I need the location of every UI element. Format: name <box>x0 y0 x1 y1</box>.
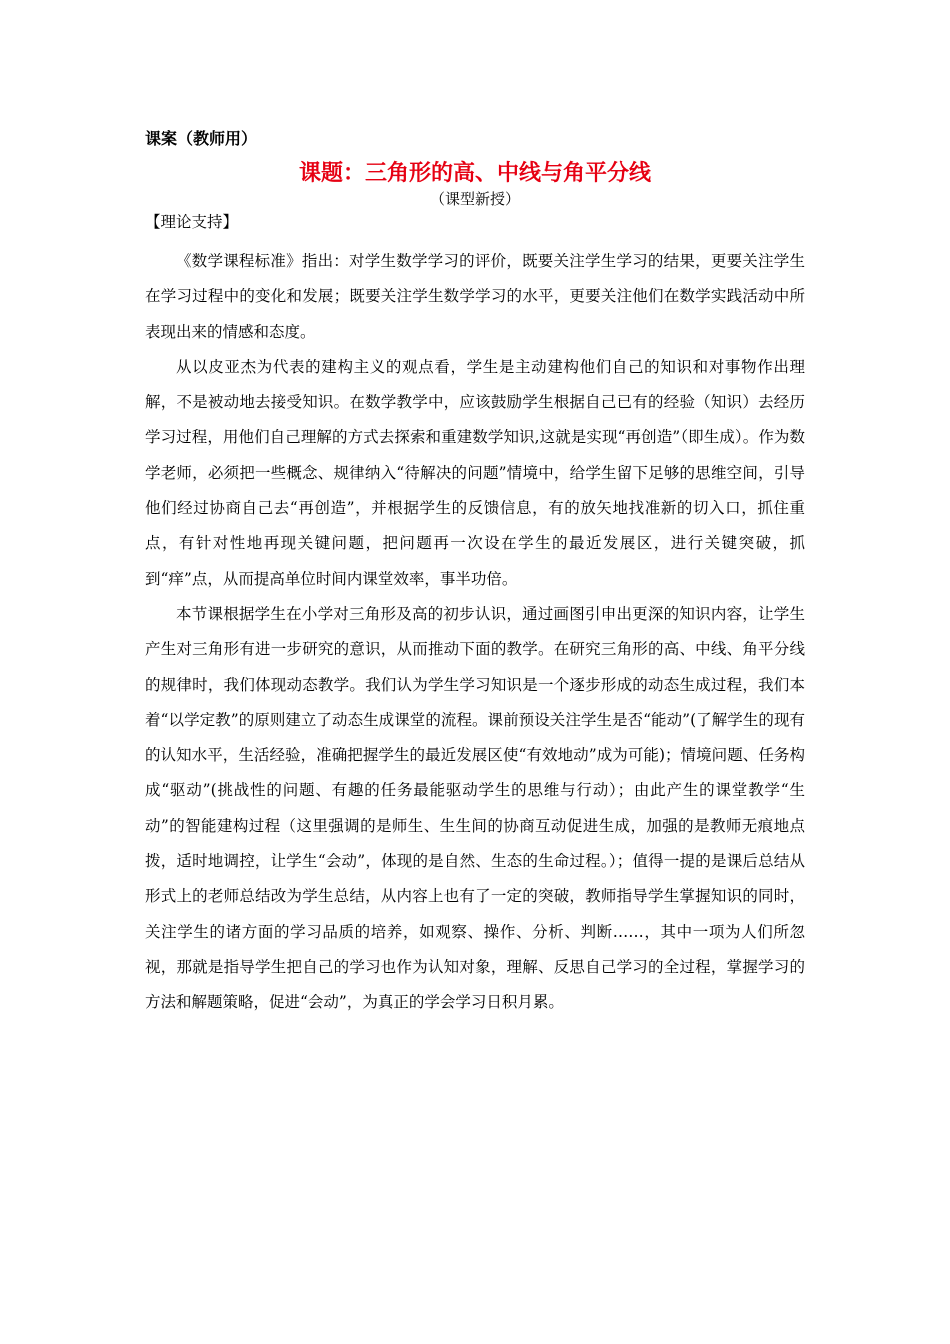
section-heading-theory-support: 【理论支持】 <box>145 213 239 231</box>
paragraph-lesson-design: 本节课根据学生在小学对三角形及高的初步认识，通过画图引申出更深的知识内容，让学生产生对三角形有进一步研究的意识，从而推动下面的教学。在研究三角形的高、中线、角平分线的规律时，我们体现动态教学。我们认为学生学习知识是一个逐步形成的动态生成过程，我们本着“以学定教”的原则建立了动态生成课堂的流程。课前预设关注学生是否“能动”(了解学生的现有的认知水平，生活经验，准确把握学生的最近发展区使“有效地动”成为可能)；情境问题、任务构成“驱动”(挑战性的问题、有趣的任务最能驱动学生的思维与行动）；由此产生的课堂教学“生动”的智能建构过程（这里强调的是师生、生生间的协商互动促进生成，加强的是教师无痕地点拨，适时地调控，让学生“会动”，体现的是自然、生态的生命过程。）；值得一提的是课后总结从形式上的老师总结改为学生总结，从内容上也有了一定的突破，教师指导学生掌握知识的同时，关注学生的诸方面的学习品质的培养，如观察、操作、分析、判断……，其中一项为人们所忽视，那就是指导学生把自己的学习也作为认知对象，理解、反思自己学习的全过程，掌握学习的方法和解题策略，促进“会动”，为真正的学会学习日积月累。 <box>145 604 805 1012</box>
paragraph-curriculum-standard: 《数学课程标准》指出：对学生数学学习的评价，既要关注学生学习的结果，更要关注学生在学习过程中的变化和发展；既要关注学生数学学习的水平，更要关注他们在数学实践活动中所表现出来的情感和态度。 <box>145 252 805 341</box>
document-type-label: 课案（教师用） <box>145 129 258 148</box>
document-body <box>145 244 805 1021</box>
lesson-type-subtitle: （课型新授） <box>429 190 520 208</box>
lesson-title: 课题：三角形的高、中线与角平分线 <box>298 160 651 186</box>
paragraph-constructivism: 从以皮亚杰为代表的建构主义的观点看，学生是主动建构他们自己的知识和对事物作出理解，不是被动地去接受知识。在数学教学中，应该鼓励学生根据自己已有的经验（知识）去经历学习过程，用他们自己理解的方式去探索和重建数学知识,这就是实现“再创造”（即生成）。作为数学老师，必须把一些概念、规律纳入“待解决的问题”情境中，给学生留下足够的思维空间，引导他们经过协商自己去“再创造”，并根据学生的反馈信息，有的放矢地找准新的切入口，抓住重点，有针对性地再现关键问题，把问题再一次设在学生的最近发展区，进行关键突破，抓到“痒”点，从而提高单位时间内课堂效率，事半功倍。 <box>145 357 805 588</box>
